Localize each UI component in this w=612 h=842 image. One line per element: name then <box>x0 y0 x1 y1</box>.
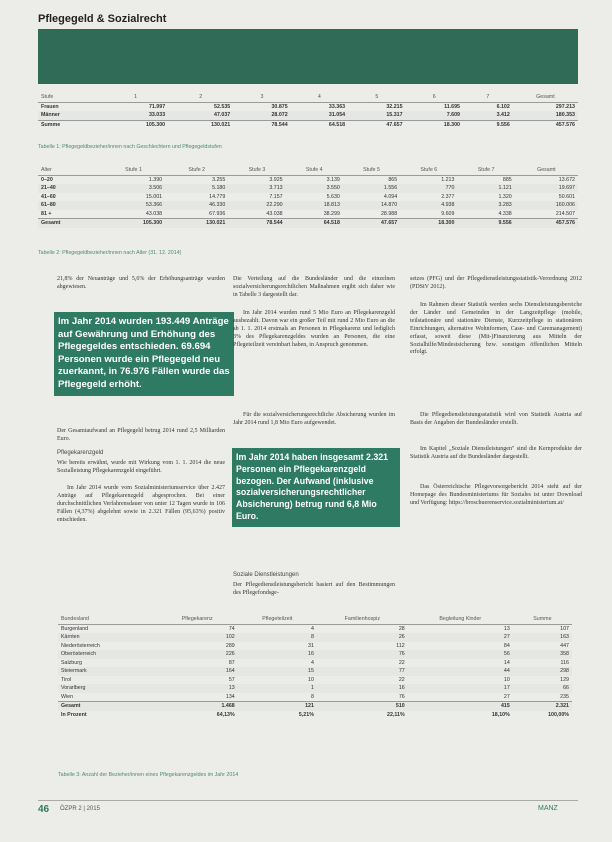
body-paragraph: setzes (PFG) und der Pflegedienstleistungsstatistik-Verordnung 2012 (PDStV 2012). <box>410 276 582 290</box>
table-cell: 4.338 <box>498 210 512 217</box>
section-subheading: Pflegekarenzgeld <box>57 450 104 456</box>
table-cell: 5.630 <box>326 193 340 200</box>
table-cell: 358 <box>513 650 572 659</box>
table-cell: 415 <box>408 702 513 711</box>
table-cell: 9.609 <box>441 210 455 217</box>
col-header: Bundesland <box>58 615 157 624</box>
table-cell: 298 <box>513 667 572 676</box>
table-cell: 78.544 <box>228 219 285 228</box>
table-cell: 74 <box>228 625 235 632</box>
table-cell: 41–60 <box>41 193 56 200</box>
body-paragraph: Die Verteilung auf die Bundesländer und die einzelnen sozialversicherungsrechtlichen Maßnahmen ergibt sich daher wie in Tabelle 3 dargestellt dar. <box>233 276 395 298</box>
table-cell: 180.353 <box>513 111 578 120</box>
col-header: 3 <box>233 93 290 102</box>
table-cell: 4.938 <box>400 201 457 210</box>
table-cell: Kärnten <box>58 633 157 642</box>
table-row <box>38 184 578 193</box>
table-cell: 1.390 <box>148 176 163 183</box>
table-cell: 71.997 <box>148 103 166 110</box>
table-cell: 297.213 <box>555 103 575 110</box>
table-cell: 78.544 <box>233 120 290 129</box>
table-cell: 885 <box>502 176 512 183</box>
table-cell: Gesamt <box>58 702 157 711</box>
body-paragraph: Der Pflegedienstleistungsbericht basiert auf den Bestimmungen des Pflegefondsge- <box>233 582 395 596</box>
table-cell: 81 + <box>41 210 52 217</box>
table-cell: 510 <box>317 702 408 711</box>
table-row <box>58 702 572 711</box>
table-cell: 50.601 <box>558 193 575 200</box>
body-paragraph: Im Jahr 2014 wurde vom Sozialministeriumservice über 2.427 Anträge auf Pflegekarenzgeld abgesprochen. Bei einer durchschnittlichen Verfahrensdauer von unter 12 Tagen wurde in 106 Fällen (4,37%) abgelehnt sowie in 2.321 Fällen (95,63%) positiv entschieden. <box>57 485 225 523</box>
table-cell: 31 <box>308 642 314 649</box>
table-cell: Summe <box>38 120 103 129</box>
table-cell: 61–80 <box>38 201 102 210</box>
table-cell: 1.213 <box>441 176 455 183</box>
table-cell: 11.695 <box>444 103 460 110</box>
table-caption: Tabelle 3: Anzahl der Bezieher/innen eines Pflegekarenzgeldes im Jahr 2014 <box>58 772 239 778</box>
table-cell: 112 <box>396 642 405 649</box>
table-row <box>38 102 578 111</box>
col-header: Stufe 2 <box>165 166 228 175</box>
table-cell: 105.300 <box>103 120 168 129</box>
table-cell: 47.657 <box>343 219 400 228</box>
table-cell: 44 <box>408 667 513 676</box>
table-cell: 14.779 <box>209 193 226 200</box>
table-cell: 33.363 <box>328 103 346 110</box>
table-cell: 14.870 <box>343 201 400 210</box>
table-cell: 64.518 <box>291 120 348 129</box>
table-cell: 13 <box>503 625 510 632</box>
body-paragraph: Im Rahmen dieser Statistik werden sechs Dienstleistungsbereiche der Länder und Gemeinden in der Langzeitpflege (mobile, teilstationäre und stationäre Dienste, Kurzzeitpflege in stationären Einrichtungen, alternative Wohnformen, Case- und Caremanagement) erfasst, soweit diese (Mit-)Finanzierung aus Mitteln der Sozialhilfe/Mindestsicherung bzw. sonstigen öffentlichen Mitteln erfolgt. <box>410 302 582 356</box>
col-header: 2 <box>168 93 233 102</box>
table-cell: 3.139 <box>326 176 340 183</box>
table-cell: 33.033 <box>103 111 168 120</box>
table-cell: 289 <box>225 642 235 649</box>
table-cell: 1.320 <box>498 193 512 200</box>
table-cell: 22.290 <box>228 201 285 210</box>
table-caption: Tabelle 2: Pflegegeldbezieher/innen nach Alter (31. 12. 2014) <box>38 250 182 256</box>
col-header: 7 <box>463 93 513 102</box>
table-cell: 163 <box>513 633 572 642</box>
table-carer-leave-by-state <box>58 615 572 719</box>
table-cell: 18.300 <box>400 219 457 228</box>
body-paragraph: Wie bereits erwähnt, wurde mit Wirkung vom 1. 1. 2014 die neue Sozialleistung Pflegekarenzgeld eingeführt. <box>57 460 225 474</box>
table-cell: 1 <box>238 684 317 693</box>
table-cell: 3.713 <box>228 184 285 193</box>
table-row <box>38 111 578 120</box>
table-cell: 10 <box>503 676 510 683</box>
table-cell: 28.072 <box>233 111 290 120</box>
table-cell: 13.672 <box>558 176 575 183</box>
table-cell: 31.054 <box>291 111 348 120</box>
col-header: Stufe 4 <box>286 166 343 175</box>
table-row <box>38 219 578 228</box>
table-cell: 18.813 <box>286 201 343 210</box>
table-cell: 46.330 <box>165 201 228 210</box>
table-cell: 134 <box>225 693 235 700</box>
table-cell: 18.300 <box>406 120 463 129</box>
table-cell: 9.556 <box>463 120 513 129</box>
col-header: 5 <box>348 93 405 102</box>
table-cell: Steiermark <box>58 667 157 676</box>
table-cell: 16 <box>317 684 408 693</box>
table-cell: 28 <box>398 625 405 632</box>
table-cell: 87 <box>228 659 235 666</box>
table-cell: 18,10% <box>491 711 510 718</box>
table-cell: 76 <box>398 693 405 700</box>
table-cell: Burgenland <box>61 625 89 632</box>
table-cell: 457.576 <box>515 219 578 228</box>
col-header: Summe <box>513 615 572 624</box>
table-cell: 7.609 <box>406 111 463 120</box>
table-cell: 9.556 <box>457 219 514 228</box>
table-row <box>58 650 572 659</box>
table-row <box>58 624 572 633</box>
table-cell: 17 <box>408 684 513 693</box>
publisher-logo: MANZ <box>538 805 558 812</box>
body-paragraph: 21,8% der Neuanträge und 5,6% der Erhöhungsanträge wurden abgewiesen. <box>57 276 225 290</box>
col-header: Gesamt <box>515 166 578 175</box>
table-cell: 121 <box>238 702 317 711</box>
col-header: Stufe 1 <box>102 166 165 175</box>
table-cell: 0–20 <box>41 176 53 183</box>
table-row <box>58 676 572 685</box>
col-header: Familienhospiz <box>317 615 408 624</box>
table-cell: Wien <box>61 693 74 700</box>
table-cell: 21–40 <box>38 184 102 193</box>
table-row <box>38 210 578 219</box>
table-cell: Männer <box>38 111 103 120</box>
table-row <box>38 120 578 129</box>
table-cell: 66 <box>513 684 572 693</box>
page-number: 46 <box>38 804 50 815</box>
col-header: Stufe <box>38 93 103 102</box>
body-paragraph: Für die sozialversicherungsrechtliche Absicherung wurden im Jahr 2014 rund 1,8 Mio Euro aufgewendet. <box>233 412 395 426</box>
table-cell: 2.321 <box>513 702 572 711</box>
body-paragraph: Das Österreichische Pflegevorsorgebericht 2014 steht auf der Homepage des Bundesministeriums für Soziales ist unter Download und Verfügung: https://broschuerenservice.sozialministerium.at/ <box>410 484 582 506</box>
table-cell: 2.377 <box>441 193 455 200</box>
footer-rule <box>38 800 578 801</box>
table-cell: 1.468 <box>157 702 238 711</box>
table-cell: 27 <box>408 633 513 642</box>
col-header: 4 <box>291 93 348 102</box>
table-cell: 6.102 <box>496 103 510 110</box>
table-cell: 164 <box>157 667 238 676</box>
table-cell: 77 <box>317 667 408 676</box>
col-header: Begleitung Kinder <box>408 615 513 624</box>
body-paragraph: Im Kapitel „Soziale Dienstleistungen" sind die Kernprodukte der Statistik Austria auf die Bundesländer dargestellt. <box>410 446 582 460</box>
table-caption: Tabelle 1: Pflegegeldbezieher/innen nach Geschlechtern und Pflegegeldstufen <box>38 144 222 150</box>
table-cell: 56 <box>408 650 513 659</box>
table-cell: 22 <box>398 659 405 666</box>
col-header: Stufe 6 <box>400 166 457 175</box>
table-row <box>58 693 572 702</box>
table-cell: 226 <box>157 650 238 659</box>
table-cell: 102 <box>157 633 238 642</box>
table-cell: 13 <box>157 684 238 693</box>
issue-label: ÖZPR 2 | 2015 <box>60 806 100 812</box>
table-cell: 64.518 <box>286 219 343 228</box>
table-cell: 4 <box>310 625 314 632</box>
table-cell: 130.021 <box>168 120 233 129</box>
running-header: Pflegegeld & Sozialrecht <box>38 13 167 25</box>
table-cell: 67.936 <box>209 210 226 217</box>
table-row <box>38 175 578 184</box>
table-cell: 32.215 <box>386 103 403 110</box>
table-cell: 64,13% <box>216 711 235 718</box>
table-cell: 116 <box>560 659 569 666</box>
table-row <box>58 711 572 720</box>
table-row <box>38 193 578 202</box>
table-cell: 14 <box>503 659 510 666</box>
table-cell: 43.038 <box>266 210 283 217</box>
table-cell: Gesamt <box>38 219 102 228</box>
table-cell: 214.507 <box>555 210 575 217</box>
table-gender-by-level <box>38 93 578 129</box>
table-cell: 52.535 <box>214 103 231 110</box>
table-cell: 105.300 <box>102 219 165 228</box>
table-cell: 53.366 <box>102 201 165 210</box>
table-cell: 15.317 <box>348 111 405 120</box>
table-cell: 447 <box>560 642 569 649</box>
col-header: Pflegekarenz <box>157 615 238 624</box>
highlight-box: Im Jahr 2014 haben insgesamt 2.321 Personen ein Pflegekarenzgeld bezogen. Der Aufwand (inklusive sozialversicherungsrechtlicher Absicherung) betrug rund 6,8 Mio Euro. <box>232 448 400 527</box>
table-cell: Tirol <box>61 676 72 683</box>
col-header: Gesamt <box>513 93 578 102</box>
table-cell: 160.006 <box>515 201 578 210</box>
table-cell: 27 <box>503 693 510 700</box>
table-row <box>58 633 572 642</box>
col-header: Stufe 3 <box>228 166 285 175</box>
section-subheading: Soziale Dienstleistungen <box>233 572 299 578</box>
table-row <box>58 642 572 651</box>
col-header: Pflegeteilzeit <box>238 615 317 624</box>
table-cell: 26 <box>317 633 408 642</box>
table-cell: Oberösterreich <box>58 650 157 659</box>
table-cell: 3.550 <box>286 184 343 193</box>
table-cell: 84 <box>503 642 510 649</box>
table-cell: 4.094 <box>383 193 398 200</box>
table-cell: 3.925 <box>269 176 283 183</box>
table-cell: Salzburg <box>61 659 82 666</box>
col-header: Stufe 7 <box>457 166 514 175</box>
table-header-row <box>38 93 578 102</box>
table-cell: 22 <box>398 676 405 683</box>
highlight-box: Im Jahr 2014 wurden 193.449 Anträge auf Gewährung und Erhöhung des Pflegegeldes entschieden. 69.694 Personen wurde ein Pflegegeld neu zuerkannt, in 76.976 Fällen wurde das Pflegegeld erhöht. <box>54 312 234 396</box>
col-header: 6 <box>406 93 463 102</box>
table-cell: 47.657 <box>348 120 405 129</box>
body-paragraph: Die Pflegedienstleistungsstatistik wird von Statistik Austria auf Basis der Angaben der Bundesländer erstellt. <box>410 412 582 426</box>
table-cell: 8 <box>238 633 317 642</box>
table-cell: 4 <box>310 659 314 666</box>
table-cell: 19.697 <box>515 184 578 193</box>
table-cell: 28.988 <box>380 210 398 217</box>
body-paragraph: Der Gesamtaufwand an Pflegegeld betrug 2014 rund 2,5 Milliarden Euro. <box>57 428 225 442</box>
table-cell: 15.001 <box>145 193 163 200</box>
col-header: 1 <box>103 93 168 102</box>
table-age-by-level <box>38 166 578 228</box>
table-cell: 8 <box>310 693 314 700</box>
table-cell: 47.037 <box>168 111 233 120</box>
table-cell: 22,11% <box>387 711 405 718</box>
table-cell: 7.157 <box>269 193 283 200</box>
table-row <box>38 201 578 210</box>
table-cell: Niederösterreich <box>61 642 100 649</box>
table-row <box>58 659 572 668</box>
table-cell: 3.283 <box>457 201 514 210</box>
col-header: Stufe 5 <box>343 166 400 175</box>
table-cell: 3.412 <box>463 111 513 120</box>
table-header-row <box>38 166 578 175</box>
col-header: Alter <box>38 166 102 175</box>
table-cell: Vorarlberg <box>58 684 157 693</box>
table-cell: 76 <box>317 650 408 659</box>
table-cell: 865 <box>388 176 398 183</box>
table-cell: 130.021 <box>165 219 228 228</box>
table-row <box>58 667 572 676</box>
table-header-row <box>58 615 572 624</box>
table-cell: 3.506 <box>102 184 165 193</box>
table-cell: 3.255 <box>212 176 226 183</box>
table-cell: 235 <box>560 693 569 700</box>
table-cell: 770 <box>400 184 457 193</box>
table-cell: 16 <box>238 650 317 659</box>
table-cell: 15 <box>238 667 317 676</box>
table-cell: 100,00% <box>548 711 569 718</box>
table-row <box>58 684 572 693</box>
table-cell: 5.180 <box>165 184 228 193</box>
decorative-green-band <box>38 30 578 84</box>
table-cell: 5,21% <box>298 711 314 718</box>
table-cell: 457.576 <box>513 120 578 129</box>
table-cell: 1.121 <box>457 184 514 193</box>
table-cell: In Prozent <box>61 711 87 718</box>
table-cell: 107 <box>560 625 569 632</box>
table-cell: 30.875 <box>271 103 288 110</box>
table-cell: 43.038 <box>145 210 163 217</box>
table-cell: 129 <box>560 676 569 683</box>
body-paragraph: Im Jahr 2014 wurden rund 5 Mio Euro an Pflegekarenzgeld ausbezahlt. Davon war ein großer Teil mit rund 2 Mio Euro an die ab 1. 1. 2014 erstmals an Personen in Pflegekarenz und lediglich 3% des Pflegekarenzgeldes wurden an Personen, die eine Pflegeteilzeit vereinbart haben, in Anspruch genommen. <box>233 310 395 348</box>
table-cell: 1.556 <box>343 184 400 193</box>
table-cell: 38.299 <box>323 210 340 217</box>
table-cell: 57 <box>228 676 235 683</box>
table-cell: Frauen <box>41 103 59 110</box>
table-cell: 10 <box>308 676 314 683</box>
